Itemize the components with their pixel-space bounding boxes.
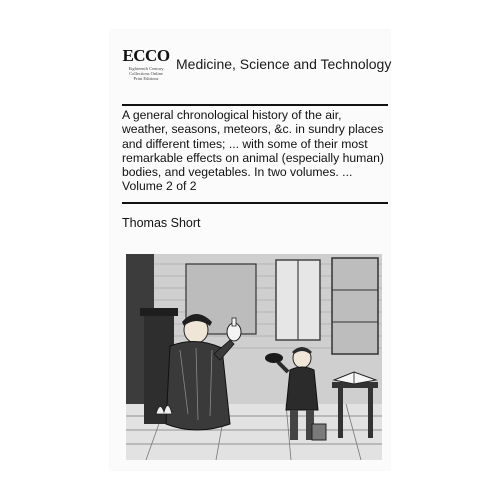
book-title: A general chronological history of the air, weather, seasons, meteors, &c. in sundry places and different times; ... with some of their most remarkable effects on animal (especially human) bodies, and vegetables. In two volumes. ... Volume 2 of 2 [122, 108, 384, 194]
title-rule-bottom [122, 202, 388, 204]
logo-line-2: Collections Online [129, 71, 163, 76]
logo-line-1: Eighteenth Century [128, 66, 164, 71]
book-author: Thomas Short [122, 216, 201, 230]
book-cover [110, 30, 390, 470]
logo-mark: ECCO [122, 46, 170, 65]
engraving-illustration [126, 254, 382, 460]
cover-header [122, 42, 392, 100]
series-title: Medicine, Science and Technology [176, 56, 392, 72]
logo-line-3: Print Editions [133, 76, 159, 81]
ecco-logo [122, 42, 170, 100]
title-rule-top [122, 104, 388, 106]
